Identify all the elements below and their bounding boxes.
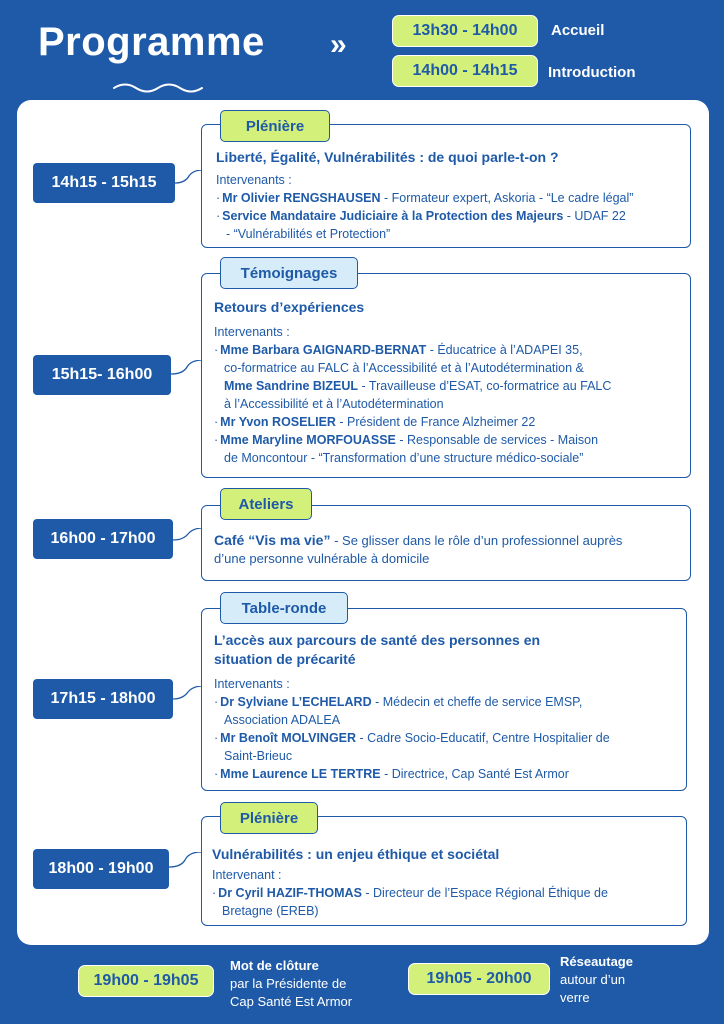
speaker-entry: · Mme Barbara GAIGNARD-BERNAT - Éducatrice à l’ADAPEI 35, — [214, 343, 583, 357]
networking-line: verre — [560, 990, 590, 1005]
speaker-continuation: Bretagne (EREB) — [222, 904, 319, 918]
speaker-entry: · Service Mandataire Judiciaire à la Protection des Majeurs - UDAF 22 — [216, 209, 626, 223]
closing-line: par la Présidente de — [230, 976, 347, 991]
session-card — [201, 124, 691, 248]
closing-title: Mot de clôture — [230, 958, 319, 973]
session-title: L’accès aux parcours de santé des personnes en — [214, 632, 541, 648]
time-badge: 19h05 - 20h00 — [408, 963, 550, 995]
speaker-entry: · Mme Maryline MORFOUASSE - Responsable de services - Maison — [214, 433, 599, 447]
session-tag: Plénière — [220, 110, 330, 142]
speaker-entry: · Mr Benoît MOLVINGER - Cadre Socio-Educatif, Centre Hospitalier de — [214, 731, 610, 745]
intervenants-label: Intervenant : — [212, 868, 282, 882]
speaker-entry: · Mme Laurence LE TERTRE - Directrice, Cap Santé Est Armor — [214, 767, 569, 781]
time-badge: 19h00 - 19h05 — [78, 965, 214, 997]
schedule-label: Accueil — [551, 22, 605, 39]
session-title: Retours d’expériences — [214, 299, 365, 315]
session-card — [201, 608, 687, 791]
connector — [171, 360, 203, 386]
intervenants-label: Intervenants : — [214, 677, 290, 691]
speaker-entry: · Dr Cyril HAZIF-THOMAS - Directeur de l’Espace Régional Éthique de — [212, 886, 608, 900]
session-time: 18h00 - 19h00 — [33, 849, 169, 889]
session-time: 17h15 - 18h00 — [33, 679, 173, 719]
speaker-continuation: co-formatrice au FALC à l’Accessibilité et à l’Autodétermination & — [224, 361, 584, 375]
session-card — [201, 273, 691, 478]
intervenants-label: Intervenants : — [216, 173, 292, 187]
page-title: Programme — [38, 20, 265, 64]
speaker-entry: · Mr Yvon ROSELIER - Président de France Alzheimer 22 — [214, 415, 536, 429]
networking-title: Réseautage — [560, 954, 633, 969]
connector — [175, 170, 203, 196]
time-badge: 13h30 - 14h00 — [392, 15, 538, 47]
time-badge: 14h00 - 14h15 — [392, 55, 538, 87]
session-tag: Témoignages — [220, 257, 358, 289]
intervenants-label: Intervenants : — [214, 325, 290, 339]
session-time: 14h15 - 15h15 — [33, 163, 175, 203]
speaker-entry: · Dr Sylviane L’ECHELARD - Médecin et cheffe de service EMSP, — [214, 695, 583, 709]
session-time: 16h00 - 17h00 — [33, 519, 173, 559]
speaker-entry: · Mr Olivier RENGSHAUSEN - Formateur expert, Askoria - “Le cadre légal” — [216, 191, 634, 205]
speaker-continuation: de Moncontour - “Transformation d’une structure médico-sociale” — [224, 451, 584, 465]
speaker-continuation: à l’Accessibilité et à l’Autodétermination — [224, 397, 444, 411]
speaker-continuation: Association ADALEA — [224, 713, 341, 727]
session-tag: Table-ronde — [220, 592, 348, 624]
speaker-entry: Mme Sandrine BIZEUL - Travailleuse d’ESAT, co-formatrice au FALC — [224, 379, 612, 393]
chevron-right-icon: » — [330, 28, 347, 61]
schedule-label: Introduction — [548, 64, 636, 81]
networking-line: autour d’un — [560, 972, 626, 987]
session-title: situation de précarité — [214, 651, 356, 667]
session-tag: Ateliers — [220, 488, 312, 520]
session-title-continuation: d’une personne vulnérable à domicile — [214, 551, 430, 566]
session-time: 15h15- 16h00 — [33, 355, 171, 395]
connector — [173, 528, 203, 554]
session-title: Café “Vis ma vie” - Se glisser dans le rôle d’un professionnel auprès — [214, 532, 623, 548]
squiggle-decoration — [112, 80, 204, 94]
speaker-continuation: - “Vulnérabilités et Protection” — [226, 227, 391, 241]
connector — [173, 686, 203, 712]
session-title: Vulnérabilités : un enjeu éthique et sociétal — [212, 846, 500, 862]
speaker-continuation: Saint-Brieuc — [224, 749, 293, 763]
session-title: Liberté, Égalité, Vulnérabilités : de quoi parle-t-on ? — [216, 149, 559, 165]
connector — [169, 852, 201, 878]
closing-line: Cap Santé Est Armor — [230, 994, 353, 1009]
session-tag: Plénière — [220, 802, 318, 834]
